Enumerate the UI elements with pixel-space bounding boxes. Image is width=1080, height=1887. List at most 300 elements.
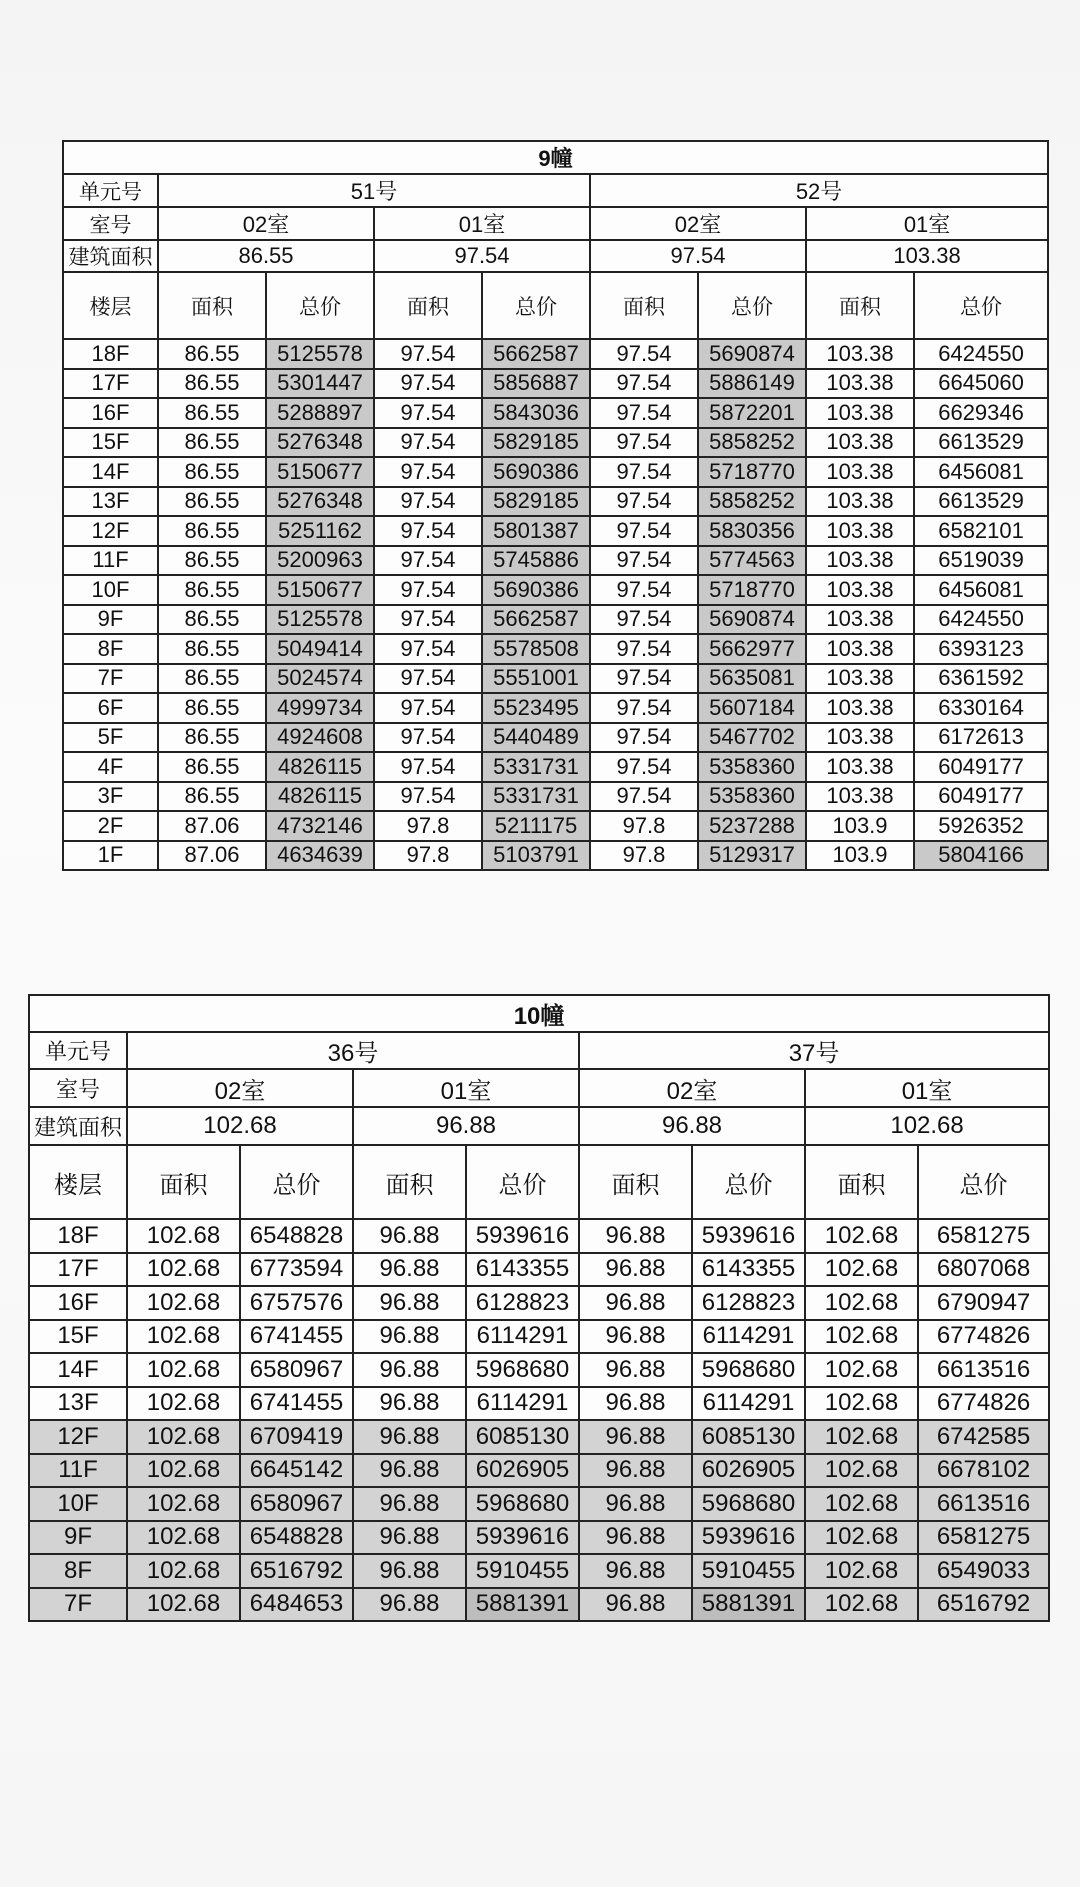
price-cell: 6143355: [692, 1253, 805, 1287]
room-area: 102.68: [127, 1107, 353, 1145]
table-row: [63, 487, 1048, 517]
price-cell: 6128823: [466, 1286, 579, 1320]
price-cell: 6807068: [918, 1253, 1049, 1287]
area-cell: 103.38: [806, 723, 914, 753]
price-cell: 5301447: [266, 369, 374, 399]
price-cell: 5125578: [266, 605, 374, 635]
price-cell: 6085130: [692, 1420, 805, 1454]
price-cell: 5103791: [482, 841, 590, 871]
unit-name: 37号: [579, 1032, 1049, 1069]
price-cell: 5551001: [482, 664, 590, 694]
price-cell: 5523495: [482, 693, 590, 723]
area-cell: 102.68: [805, 1320, 918, 1354]
area-cell: 103.9: [806, 811, 914, 841]
area-cell: 97.54: [590, 398, 698, 428]
price-header: 总价: [240, 1145, 353, 1219]
price-cell: 5745886: [482, 546, 590, 576]
price-cell: 5830356: [698, 516, 806, 546]
area-cell: 102.68: [805, 1353, 918, 1387]
price-cell: 6114291: [466, 1387, 579, 1421]
price-cell: 6613529: [914, 428, 1048, 458]
price-cell: 6484653: [240, 1588, 353, 1622]
price-cell: 6519039: [914, 546, 1048, 576]
area-cell: 96.88: [353, 1521, 466, 1555]
area-cell: 102.68: [127, 1353, 240, 1387]
table-row: [63, 752, 1048, 782]
area-header: 面积: [374, 272, 482, 339]
table-row: [63, 398, 1048, 428]
price-cell: 5358360: [698, 752, 806, 782]
price-cell: 6742585: [918, 1420, 1049, 1454]
price-cell: 5968680: [466, 1353, 579, 1387]
area-cell: 97.54: [374, 457, 482, 487]
price-cell: 6516792: [918, 1588, 1049, 1622]
area-header: 面积: [590, 272, 698, 339]
area-cell: 103.38: [806, 546, 914, 576]
price-cell: 6085130: [466, 1420, 579, 1454]
price-header: 总价: [914, 272, 1048, 339]
room-area: 86.55: [158, 240, 374, 272]
price-cell: 5049414: [266, 634, 374, 664]
area-cell: 96.88: [579, 1420, 692, 1454]
area-cell: 103.38: [806, 634, 914, 664]
area-cell: 97.54: [374, 546, 482, 576]
table-row: [29, 1353, 1049, 1387]
building-9-table: [62, 140, 1049, 871]
room-area: 103.38: [806, 240, 1048, 272]
area-cell: 97.54: [374, 339, 482, 369]
room-area: 102.68: [805, 1107, 1049, 1145]
area-cell: 97.54: [374, 723, 482, 753]
building-9-rows: [63, 339, 1048, 870]
area-cell: 96.88: [579, 1286, 692, 1320]
area-cell: 97.54: [590, 487, 698, 517]
price-cell: 6581275: [918, 1219, 1049, 1253]
price-cell: 6549033: [918, 1554, 1049, 1588]
area-cell: 103.38: [806, 693, 914, 723]
area-cell: 97.54: [374, 634, 482, 664]
table-row: [63, 546, 1048, 576]
price-cell: 6629346: [914, 398, 1048, 428]
price-cell: 5872201: [698, 398, 806, 428]
price-cell: 6049177: [914, 752, 1048, 782]
area-cell: 97.54: [590, 457, 698, 487]
table-row: [29, 1521, 1049, 1555]
building-10-table: [28, 994, 1050, 1622]
area-cell: 103.38: [806, 605, 914, 635]
area-cell: 103.38: [806, 575, 914, 605]
area-cell: 97.8: [590, 841, 698, 871]
price-cell: 5211175: [482, 811, 590, 841]
area-cell: 97.8: [374, 811, 482, 841]
area-cell: 102.68: [805, 1387, 918, 1421]
floor-cell: 7F: [63, 664, 158, 694]
price-cell: 6114291: [466, 1320, 579, 1354]
price-cell: 6424550: [914, 339, 1048, 369]
unit-name: 52号: [590, 174, 1048, 207]
area-cell: 86.55: [158, 723, 266, 753]
area-cell: 102.68: [805, 1487, 918, 1521]
table-row: [63, 693, 1048, 723]
floor-cell: 16F: [29, 1286, 127, 1320]
price-cell: 5690874: [698, 605, 806, 635]
area-label: 建筑面积: [63, 240, 158, 272]
area-cell: 97.54: [590, 339, 698, 369]
floor-cell: 14F: [29, 1353, 127, 1387]
area-cell: 102.68: [127, 1554, 240, 1588]
table-row: [63, 634, 1048, 664]
area-cell: 97.54: [590, 693, 698, 723]
price-cell: 5662587: [482, 339, 590, 369]
room-area: 97.54: [374, 240, 590, 272]
area-cell: 103.38: [806, 782, 914, 812]
price-cell: 5718770: [698, 457, 806, 487]
price-cell: 5939616: [692, 1521, 805, 1555]
area-cell: 102.68: [805, 1588, 918, 1622]
price-cell: 5886149: [698, 369, 806, 399]
price-cell: 6580967: [240, 1487, 353, 1521]
price-cell: 5125578: [266, 339, 374, 369]
floor-cell: 11F: [29, 1454, 127, 1488]
area-cell: 97.54: [374, 398, 482, 428]
price-cell: 6613516: [918, 1353, 1049, 1387]
floor-cell: 15F: [29, 1320, 127, 1354]
area-cell: 102.68: [805, 1420, 918, 1454]
area-cell: 96.88: [579, 1454, 692, 1488]
room-name: 02室: [579, 1069, 805, 1107]
area-cell: 96.88: [579, 1320, 692, 1354]
area-cell: 86.55: [158, 575, 266, 605]
floor-cell: 4F: [63, 752, 158, 782]
area-cell: 97.54: [590, 369, 698, 399]
price-cell: 5774563: [698, 546, 806, 576]
price-cell: 5939616: [466, 1219, 579, 1253]
price-cell: 4826115: [266, 752, 374, 782]
table-row: [29, 1487, 1049, 1521]
table-row: [29, 1454, 1049, 1488]
price-cell: 6645142: [240, 1454, 353, 1488]
area-cell: 97.54: [590, 516, 698, 546]
price-cell: 6774826: [918, 1387, 1049, 1421]
area-header: 面积: [353, 1145, 466, 1219]
area-cell: 102.68: [127, 1387, 240, 1421]
unit-name: 36号: [127, 1032, 579, 1069]
area-cell: 102.68: [127, 1420, 240, 1454]
floor-cell: 13F: [29, 1387, 127, 1421]
area-header: 面积: [127, 1145, 240, 1219]
area-header: 面积: [805, 1145, 918, 1219]
price-cell: 4826115: [266, 782, 374, 812]
price-cell: 5858252: [698, 487, 806, 517]
area-cell: 96.88: [579, 1588, 692, 1622]
area-cell: 102.68: [805, 1521, 918, 1555]
area-header: 面积: [806, 272, 914, 339]
area-header: 面积: [158, 272, 266, 339]
floor-cell: 2F: [63, 811, 158, 841]
price-cell: 6645060: [914, 369, 1048, 399]
price-cell: 5910455: [692, 1554, 805, 1588]
price-cell: 6613516: [918, 1487, 1049, 1521]
price-cell: 5926352: [914, 811, 1048, 841]
area-cell: 97.54: [590, 605, 698, 635]
price-cell: 5276348: [266, 428, 374, 458]
area-cell: 103.38: [806, 487, 914, 517]
table-row: [63, 516, 1048, 546]
table-row: [63, 811, 1048, 841]
area-cell: 96.88: [579, 1387, 692, 1421]
price-cell: 5662587: [482, 605, 590, 635]
price-cell: 4634639: [266, 841, 374, 871]
area-cell: 103.38: [806, 664, 914, 694]
area-cell: 102.68: [127, 1320, 240, 1354]
area-cell: 102.68: [805, 1286, 918, 1320]
price-cell: 6790947: [918, 1286, 1049, 1320]
room-name: 01室: [353, 1069, 579, 1107]
table-row: [63, 369, 1048, 399]
room-name: 02室: [590, 207, 806, 240]
floor-cell: 18F: [29, 1219, 127, 1253]
area-cell: 97.54: [374, 752, 482, 782]
floor-cell: 10F: [63, 575, 158, 605]
price-cell: 5881391: [692, 1588, 805, 1622]
table-row: [63, 575, 1048, 605]
floor-header: 楼层: [29, 1145, 127, 1219]
area-cell: 96.88: [579, 1219, 692, 1253]
price-cell: 5276348: [266, 487, 374, 517]
area-cell: 96.88: [353, 1588, 466, 1622]
floor-cell: 1F: [63, 841, 158, 871]
table-row: [63, 723, 1048, 753]
room-label: 室号: [29, 1069, 127, 1107]
area-cell: 96.88: [353, 1253, 466, 1287]
price-cell: 6026905: [466, 1454, 579, 1488]
price-cell: 6026905: [692, 1454, 805, 1488]
price-cell: 5829185: [482, 487, 590, 517]
area-cell: 96.88: [579, 1521, 692, 1555]
floor-cell: 11F: [63, 546, 158, 576]
room-label: 室号: [63, 207, 158, 240]
price-cell: 5200963: [266, 546, 374, 576]
price-cell: 6757576: [240, 1286, 353, 1320]
floor-cell: 18F: [63, 339, 158, 369]
price-cell: 6172613: [914, 723, 1048, 753]
floor-cell: 8F: [63, 634, 158, 664]
area-cell: 103.38: [806, 339, 914, 369]
area-cell: 96.88: [579, 1554, 692, 1588]
area-cell: 86.55: [158, 339, 266, 369]
price-cell: 6678102: [918, 1454, 1049, 1488]
area-cell: 87.06: [158, 841, 266, 871]
floor-cell: 10F: [29, 1487, 127, 1521]
floor-cell: 12F: [63, 516, 158, 546]
price-cell: 6361592: [914, 664, 1048, 694]
table-row: [29, 1588, 1049, 1622]
area-cell: 97.54: [374, 487, 482, 517]
floor-cell: 9F: [63, 605, 158, 635]
price-header: 总价: [482, 272, 590, 339]
price-cell: 5467702: [698, 723, 806, 753]
area-cell: 97.54: [374, 605, 482, 635]
price-cell: 5843036: [482, 398, 590, 428]
area-cell: 102.68: [127, 1588, 240, 1622]
price-cell: 6516792: [240, 1554, 353, 1588]
area-cell: 97.54: [590, 575, 698, 605]
area-cell: 102.68: [127, 1219, 240, 1253]
area-cell: 86.55: [158, 605, 266, 635]
price-cell: 6393123: [914, 634, 1048, 664]
area-cell: 97.54: [374, 664, 482, 694]
area-cell: 102.68: [805, 1253, 918, 1287]
area-cell: 96.88: [353, 1353, 466, 1387]
table-row: [29, 1554, 1049, 1588]
price-cell: 5690386: [482, 457, 590, 487]
area-header: 面积: [579, 1145, 692, 1219]
area-cell: 97.54: [374, 516, 482, 546]
building-10-rows: [29, 1219, 1049, 1621]
floor-cell: 15F: [63, 428, 158, 458]
area-cell: 97.54: [374, 782, 482, 812]
price-header: 总价: [698, 272, 806, 339]
price-cell: 5440489: [482, 723, 590, 753]
price-cell: 6613529: [914, 487, 1048, 517]
price-cell: 6330164: [914, 693, 1048, 723]
price-cell: 5939616: [466, 1521, 579, 1555]
building-title: 9幢: [63, 141, 1048, 174]
building-title: 10幢: [29, 995, 1049, 1032]
area-cell: 97.8: [590, 811, 698, 841]
area-cell: 103.38: [806, 398, 914, 428]
price-cell: 6049177: [914, 782, 1048, 812]
area-cell: 86.55: [158, 664, 266, 694]
table-row: [29, 1420, 1049, 1454]
area-cell: 102.68: [127, 1253, 240, 1287]
area-cell: 86.55: [158, 634, 266, 664]
area-cell: 102.68: [127, 1454, 240, 1488]
floor-cell: 13F: [63, 487, 158, 517]
area-cell: 86.55: [158, 782, 266, 812]
price-cell: 5718770: [698, 575, 806, 605]
area-cell: 102.68: [127, 1487, 240, 1521]
area-cell: 103.9: [806, 841, 914, 871]
price-cell: 5237288: [698, 811, 806, 841]
area-cell: 102.68: [127, 1521, 240, 1555]
table-row: [63, 782, 1048, 812]
area-cell: 97.54: [374, 369, 482, 399]
area-cell: 86.55: [158, 398, 266, 428]
area-cell: 86.55: [158, 516, 266, 546]
room-name: 01室: [805, 1069, 1049, 1107]
area-cell: 86.55: [158, 752, 266, 782]
table-row: [63, 664, 1048, 694]
price-cell: 5968680: [692, 1353, 805, 1387]
price-header: 总价: [466, 1145, 579, 1219]
price-cell: 6548828: [240, 1521, 353, 1555]
room-area: 96.88: [579, 1107, 805, 1145]
area-cell: 103.38: [806, 516, 914, 546]
price-cell: 6548828: [240, 1219, 353, 1253]
area-cell: 97.54: [374, 575, 482, 605]
price-cell: 6143355: [466, 1253, 579, 1287]
price-cell: 6741455: [240, 1320, 353, 1354]
price-cell: 6580967: [240, 1353, 353, 1387]
area-cell: 96.88: [579, 1253, 692, 1287]
table-row: [63, 841, 1048, 871]
price-cell: 5910455: [466, 1554, 579, 1588]
price-cell: 5331731: [482, 752, 590, 782]
price-cell: 5856887: [482, 369, 590, 399]
price-cell: 6128823: [692, 1286, 805, 1320]
unit-name: 51号: [158, 174, 590, 207]
price-cell: 5804166: [914, 841, 1048, 871]
area-cell: 97.54: [590, 546, 698, 576]
area-cell: 102.68: [805, 1554, 918, 1588]
price-cell: 5635081: [698, 664, 806, 694]
price-cell: 5968680: [466, 1487, 579, 1521]
room-name: 02室: [158, 207, 374, 240]
floor-cell: 9F: [29, 1521, 127, 1555]
price-cell: 6114291: [692, 1387, 805, 1421]
area-cell: 96.88: [353, 1219, 466, 1253]
table-row: [63, 428, 1048, 458]
area-cell: 97.8: [374, 841, 482, 871]
area-cell: 86.55: [158, 546, 266, 576]
area-cell: 87.06: [158, 811, 266, 841]
table-row: [29, 1253, 1049, 1287]
area-cell: 97.54: [374, 693, 482, 723]
area-cell: 86.55: [158, 457, 266, 487]
unit-label: 单元号: [63, 174, 158, 207]
price-cell: 5968680: [692, 1487, 805, 1521]
floor-cell: 6F: [63, 693, 158, 723]
area-cell: 96.88: [353, 1454, 466, 1488]
floor-cell: 5F: [63, 723, 158, 753]
price-cell: 5129317: [698, 841, 806, 871]
area-cell: 96.88: [579, 1487, 692, 1521]
price-header: 总价: [692, 1145, 805, 1219]
area-cell: 97.54: [590, 782, 698, 812]
floor-cell: 12F: [29, 1420, 127, 1454]
area-cell: 96.88: [353, 1286, 466, 1320]
floor-cell: 8F: [29, 1554, 127, 1588]
price-cell: 6582101: [914, 516, 1048, 546]
price-cell: 6709419: [240, 1420, 353, 1454]
table-row: [29, 1286, 1049, 1320]
area-cell: 97.54: [590, 752, 698, 782]
area-cell: 86.55: [158, 693, 266, 723]
area-cell: 97.54: [590, 664, 698, 694]
room-area: 96.88: [353, 1107, 579, 1145]
price-cell: 5801387: [482, 516, 590, 546]
price-cell: 6456081: [914, 457, 1048, 487]
price-cell: 5251162: [266, 516, 374, 546]
area-label: 建筑面积: [29, 1107, 127, 1145]
area-cell: 96.88: [353, 1420, 466, 1454]
table-row: [29, 1219, 1049, 1253]
price-cell: 5690874: [698, 339, 806, 369]
price-header: 总价: [918, 1145, 1049, 1219]
price-cell: 4732146: [266, 811, 374, 841]
area-cell: 97.54: [590, 428, 698, 458]
room-name: 01室: [374, 207, 590, 240]
room-name: 02室: [127, 1069, 353, 1107]
table-row: [63, 457, 1048, 487]
area-cell: 96.88: [353, 1387, 466, 1421]
area-cell: 97.54: [374, 428, 482, 458]
area-cell: 96.88: [353, 1554, 466, 1588]
area-cell: 103.38: [806, 428, 914, 458]
price-cell: 5358360: [698, 782, 806, 812]
floor-cell: 17F: [29, 1253, 127, 1287]
